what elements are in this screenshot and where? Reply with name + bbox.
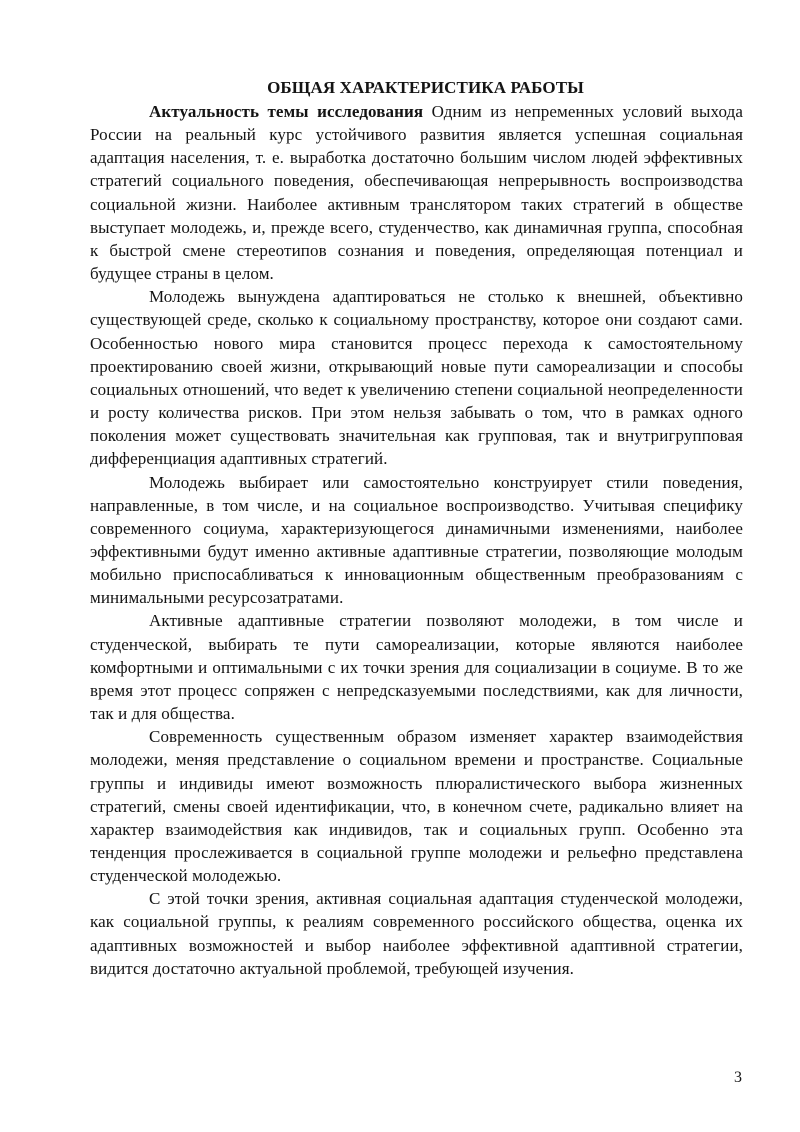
page-number: 3 xyxy=(734,1069,742,1086)
page-title: ОБЩАЯ ХАРАКТЕРИСТИКА РАБОТЫ xyxy=(267,78,584,97)
document-page xyxy=(90,76,743,980)
paragraph-text: С этой точки зрения, активная социальная адаптация студенческой молодежи, как социальной группы, к реалиям современного российского общества, оценка их адаптивных возможностей и выбор наиболее эффективной адаптивной стратегии, видится достаточно актуальной проблемой, требующей изучения. xyxy=(90,889,743,978)
paragraph xyxy=(90,887,743,980)
paragraph-text: Современность существенным образом изменяет характер взаимодействия молодежи, меняя представление о социальном времени и пространстве. Социальные группы и индивиды имеют возможность плюралистического выбора жизненных стратегий, смены своей идентификации, что, в конечном счете, радикально влияет на характер взаимодействия как индивидов, так и социальных групп. Особенно эта тенденция прослеживается в социальной группе молодежи и рельефно представлена студенческой молодежью. xyxy=(90,727,743,886)
paragraph xyxy=(90,471,743,610)
paragraph-relevance xyxy=(90,100,743,285)
paragraph xyxy=(90,285,743,470)
paragraph-lead-heading: Актуальность темы исследования xyxy=(149,102,424,121)
paragraph-text: Молодежь вынуждена адаптироваться не столько к внешней, объективно существующей среде, сколько к социальному пространству, которое они создают сами. Особенностью нового мира становится процесс перехода к самостоятельному проектированию своей жизни, открывающий новые пути самореализации и способы социальных отношений, что ведет к увеличению степени социальной неопределенности и росту количества рисков. При этом нельзя забывать о том, что в рамках одного поколения может существовать значительная как групповая, так и внутригрупповая дифференциация адаптивных стратегий. xyxy=(90,287,743,469)
paragraph-text: Активные адаптивные стратегии позволяют молодежи, в том числе и студенческой, выбирать те пути самореализации, которые являются наиболее комфортными и оптимальными с их точки зрения для социализации в социуме. В то же время этот процесс сопряжен с непредсказуемыми последствиями, как для личности, так и для общества. xyxy=(90,611,743,724)
paragraph-text: Одним из непременных условий выхода России на реальный курс устойчивого развития является успешная социальная адаптация населения, т. е. выработка достаточно большим числом людей эффективных стратегий социального поведения, обеспечивающая непрерывность воспроизводства социальной жизни. Наиболее активным транслятором таких стратегий в обществе выступает молодежь, и, прежде всего, студенчество, как динамичная группа, способная к быстрой смене стереотипов сознания и поведения, определяющая потенциал и будущее страны в целом. xyxy=(90,102,743,284)
paragraph-text: Молодежь выбирает или самостоятельно конструирует стили поведения, направленные, в том числе, и на социальное воспроизводство. Учитывая специфику современного социума, характеризующегося динамичными изменениями, наиболее эффективными будут именно активные адаптивные стратегии, позволяющие молодым мобильно приспосабливаться к инновационным общественным преобразованиям с минимальными ресурсозатратами. xyxy=(90,472,743,608)
paragraph xyxy=(90,725,743,887)
paragraph xyxy=(90,609,743,725)
